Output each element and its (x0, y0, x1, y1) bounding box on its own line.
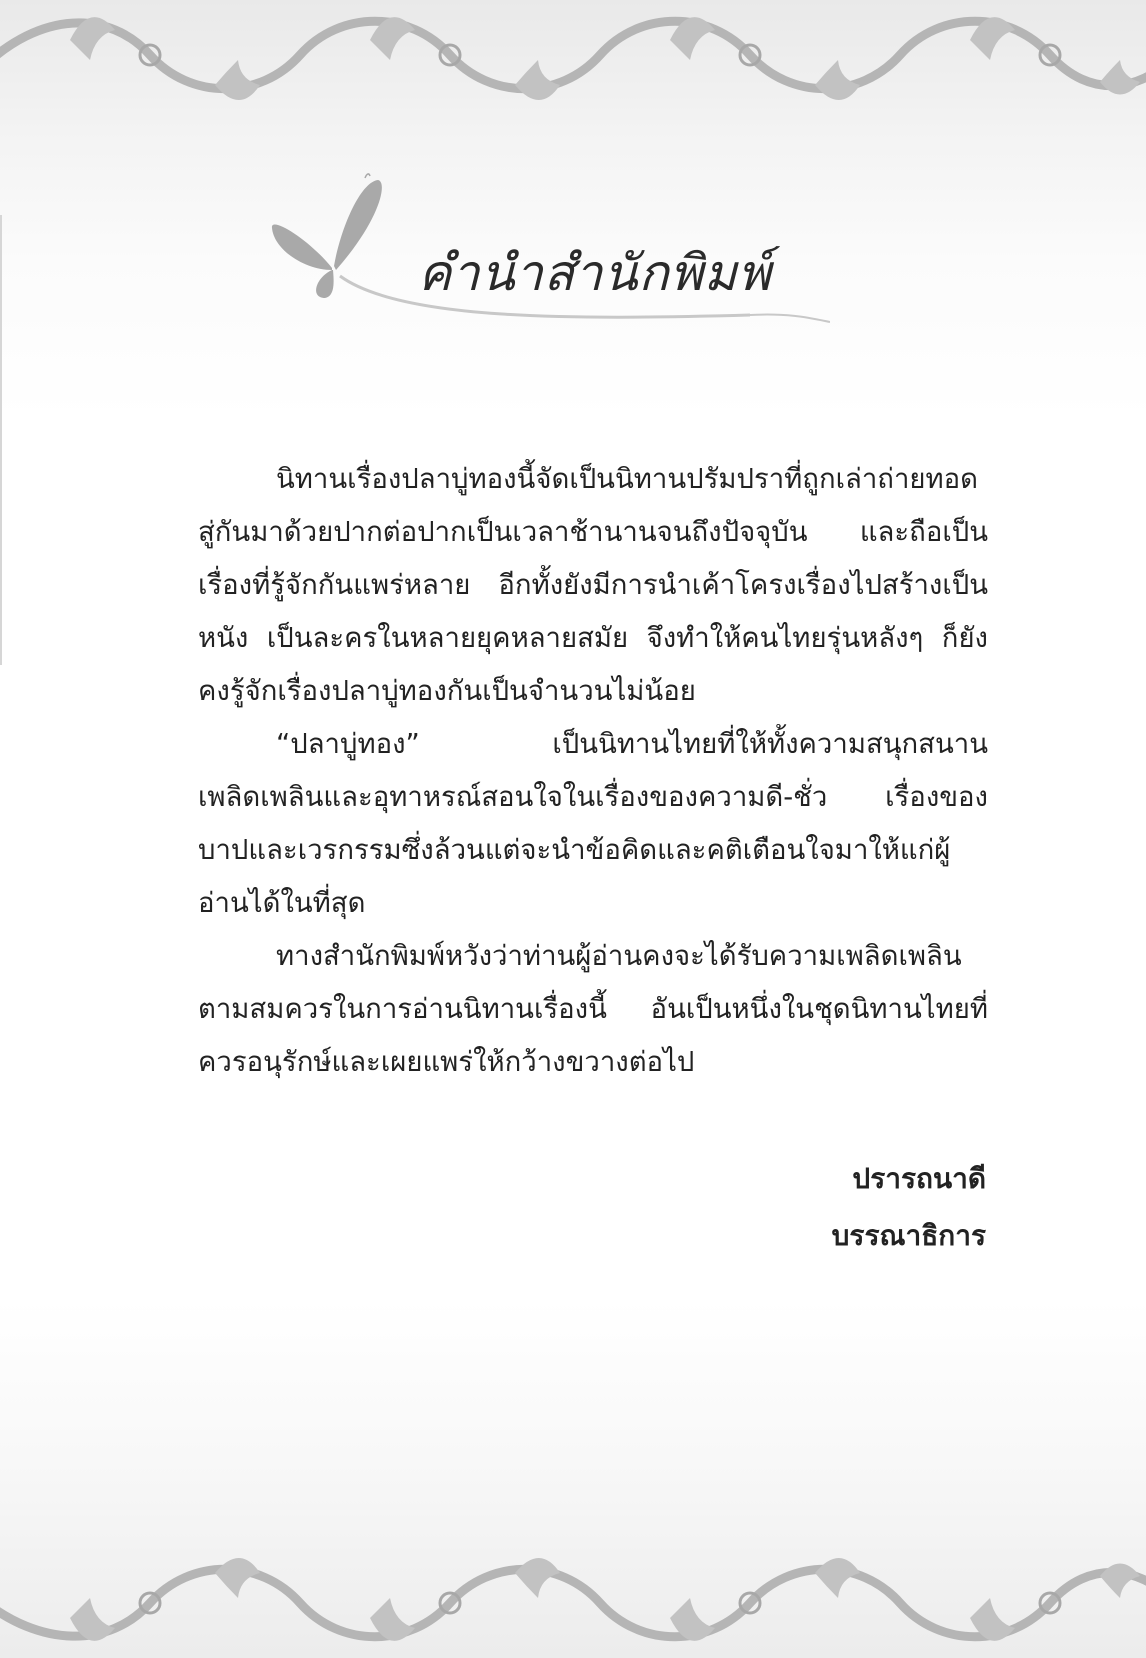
top-floral-border (0, 0, 1146, 130)
heading-block (270, 170, 830, 350)
closing-text: ปรารถนาดี (852, 1162, 986, 1195)
binding-edge-line (0, 215, 2, 665)
foreword-body (198, 453, 988, 1089)
bottom-floral-border (0, 1528, 1146, 1658)
signer-title: บรรณาธิการ (831, 1219, 986, 1252)
page-title: คำนำสำนักพิมพ์ (418, 244, 772, 302)
paragraph: นิทานเรื่องปลาบู่ทองนี้จัดเป็นนิทานปรัมปราที่ถูกเล่าถ่ายทอดสู่กันมาด้วยปากต่อปากเป็นเวลาช้านานจนถึงปัจจุบัน และถือเป็นเรื่องที่รู้จักกันแพร่หลาย อีกทั้งยังมีการนำเค้าโครงเรื่องไปสร้างเป็นหนัง เป็นละครในหลายยุคหลายสมัย จึงทำให้คนไทยรุ่นหลังๆ ก็ยังคงรู้จักเรื่องปลาบู่ทองกันเป็นจำนวนไม่น้อย (198, 463, 988, 707)
paragraph: “ปลาบู่ทอง” เป็นนิทานไทยที่ให้ทั้งความสนุกสนานเพลิดเพลินและอุทาหรณ์สอนใจในเรื่องของความดี-ชั่ว เรื่องของบาปและเวรกรรมซึ่งล้วนแต่จะนำข้อคิดและคติเตือนใจมาให้แก่ผู้อ่านได้ในที่สุด (198, 728, 988, 919)
signature-block (832, 1150, 986, 1264)
paragraph: ทางสำนักพิมพ์หวังว่าท่านผู้อ่านคงจะได้รับความเพลิดเพลินตามสมควรในการอ่านนิทานเรื่องนี้ อันเป็นหนึ่งในชุดนิทานไทยที่ควรอนุรักษ์และเผยแพร่ให้กว้างขวางต่อไป (198, 940, 988, 1078)
